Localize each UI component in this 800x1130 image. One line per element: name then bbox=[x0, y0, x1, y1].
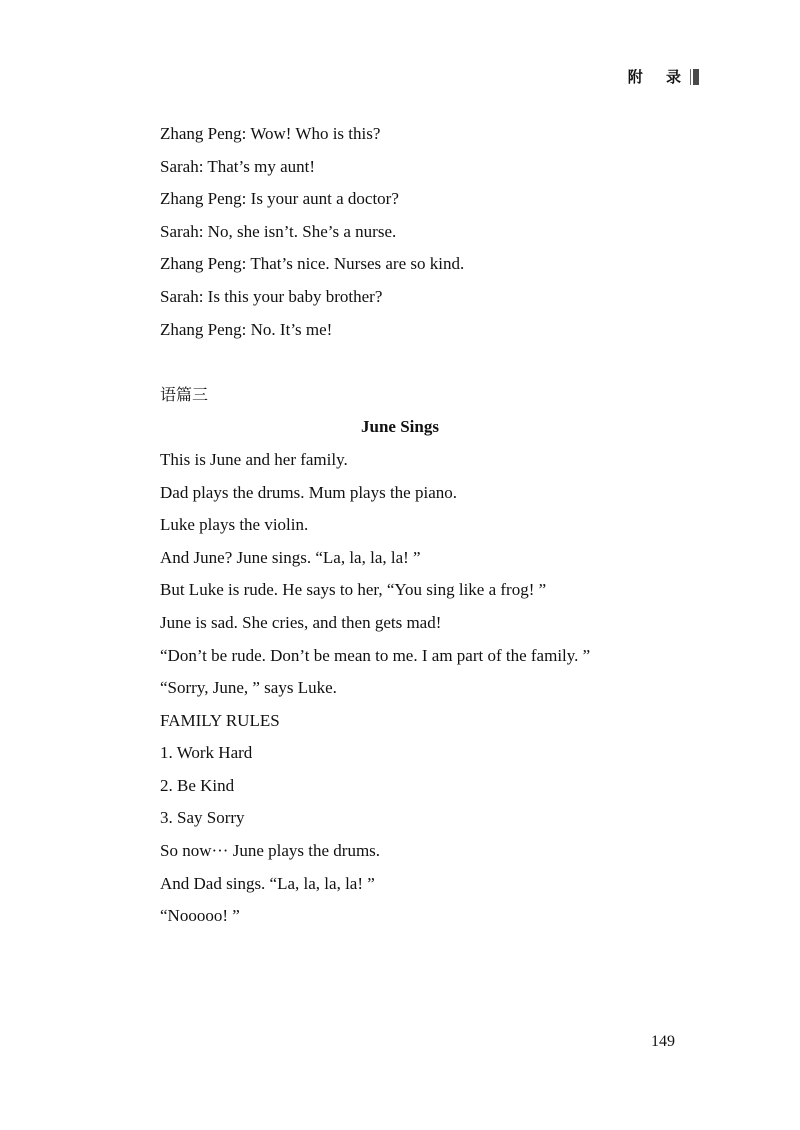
story-line: This is June and her family. bbox=[160, 449, 348, 469]
header-section-title: 附 录 bbox=[627, 68, 690, 86]
dialogue-line: Zhang Peng: That’s nice. Nurses are so kind. bbox=[160, 254, 465, 274]
dialogue-line: Zhang Peng: No. It’s me! bbox=[160, 319, 333, 339]
story-line: So now··· June plays the drums. bbox=[160, 841, 381, 861]
story-line: FAMILY RULES bbox=[160, 710, 280, 730]
running-header bbox=[628, 66, 699, 87]
story-title: June Sings bbox=[361, 417, 439, 437]
dialogue-line: Sarah: No, she isn’t. She’s a nurse. bbox=[160, 221, 397, 241]
story-line: Luke plays the violin. bbox=[160, 515, 309, 535]
story-line: But Luke is rude. He says to her, “You sing like a frog! ” bbox=[160, 580, 547, 600]
dialogue-line: Zhang Peng: Is your aunt a doctor? bbox=[160, 189, 399, 209]
story-line: And Dad sings. “La, la, la, la! ” bbox=[160, 873, 375, 893]
header-bar-marker bbox=[690, 69, 699, 85]
story-line: “Don’t be rude. Don’t be mean to me. I am part of the family. ” bbox=[160, 645, 591, 665]
dialogue-line: Zhang Peng: Wow! Who is this? bbox=[160, 124, 381, 143]
dialogue-line: Sarah: That’s my aunt! bbox=[160, 156, 316, 176]
story-line: 2. Be Kind bbox=[160, 775, 235, 795]
story-line: 3. Say Sorry bbox=[160, 808, 245, 828]
section-label: 语篇三 bbox=[160, 384, 209, 404]
page-number: 149 bbox=[651, 1033, 675, 1050]
story-line: June is sad. She cries, and then gets mad! bbox=[160, 612, 442, 632]
story-line: 1. Work Hard bbox=[160, 743, 253, 763]
story-line: And June? June sings. “La, la, la, la! ” bbox=[160, 547, 421, 567]
story-line: Dad plays the drums. Mum plays the piano. bbox=[160, 482, 457, 502]
story-line: “Sorry, June, ” says Luke. bbox=[160, 678, 337, 698]
dialogue-line: Sarah: Is this your baby brother? bbox=[160, 286, 383, 306]
page-body bbox=[160, 118, 720, 933]
story-line: “Nooooo! ” bbox=[160, 906, 240, 926]
blank-line bbox=[160, 346, 720, 379]
